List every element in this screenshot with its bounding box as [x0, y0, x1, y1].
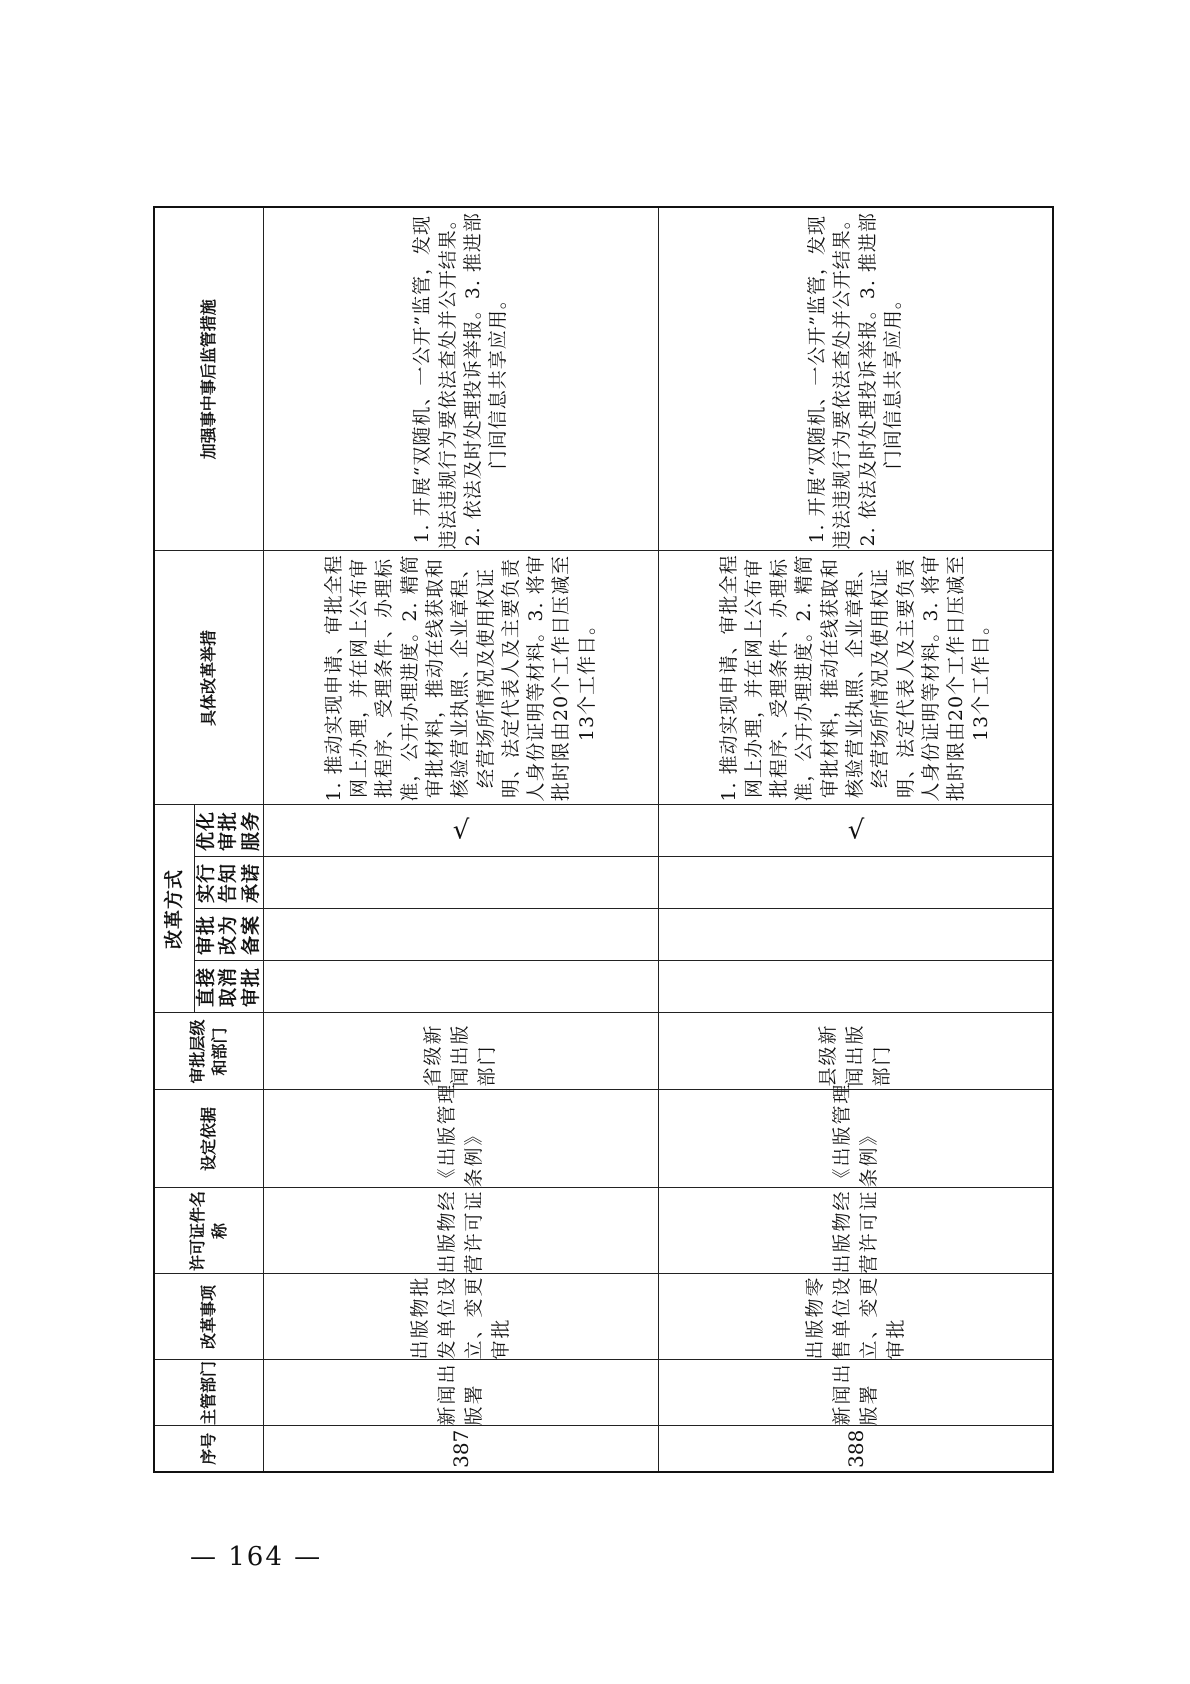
cell-item: 出版物批发单位设立、变更审批 — [408, 1275, 512, 1360]
cell-dept: 新闻出版署 — [830, 1362, 880, 1426]
header-seq: 序号 — [154, 1426, 263, 1472]
cell-level: 县级新闻出版部门 — [817, 1023, 894, 1087]
cell-measures: 1. 推动实现申请、审批全程网上办理，并在网上公布审批程序、受理条件、办理标准，公开办理进度。2. 精简审批材料，推动在线获取和核验营业执照、企业章程、经营场所情况及使用权证明、法定代表人及主要负责人身份证明等材料。3. 将审批时限由20个工作日压减至13个工作日。 — [263, 551, 658, 805]
header-dept: 主管部门 — [154, 1360, 263, 1426]
cell-basis: 《出版管理条例》 — [830, 1082, 880, 1188]
table-row — [658, 207, 1053, 1472]
header-measures: 具体改革举措 — [154, 551, 263, 805]
table-row — [263, 207, 658, 1472]
cell-dept: 新闻出版署 — [435, 1362, 485, 1426]
check-mark: √ — [847, 815, 864, 846]
header-level: 审批层级和部门 — [154, 1013, 263, 1090]
header-mode-cancel: 直接取消审批 — [194, 961, 263, 1013]
cell-license: 出版物经营许可证 — [830, 1189, 880, 1274]
cell-measures: 1. 推动实现申请、审批全程网上办理，并在网上公布审批程序、受理条件、办理标准，公开办理进度。2. 精简审批材料，推动在线获取和核验营业执照、企业章程、经营场所情况及使用权证明、法定代表人及主要负责人身份证明等材料。3. 将审批时限由20个工作日压减至13个工作日。 — [658, 551, 1053, 805]
cell-mode-cancel — [263, 961, 658, 1013]
header-reform-mode: 改革方式 — [154, 805, 194, 1013]
cell-seq: 387 — [263, 1426, 658, 1472]
cell-supervision: 1. 开展“双随机、一公开”监管，发现违法违规行为要依法查处并公开结果。2. 依法及时处理投诉举报。3. 推进部门间信息共享应用。 — [263, 207, 658, 551]
header-mode-notify: 实行告知承诺 — [194, 857, 263, 909]
header-mode-optimize: 优化审批服务 — [194, 805, 263, 857]
cell-license: 出版物经营许可证 — [435, 1189, 485, 1274]
rotated-table-wrapper — [153, 208, 1043, 1473]
cell-mode-notify — [658, 857, 1053, 909]
page-number: — 164 — — [190, 1542, 323, 1572]
cell-seq: 388 — [658, 1426, 1053, 1472]
cell-supervision: 1. 开展“双随机、一公开”监管，发现违法违规行为要依法查处并公开结果。2. 依法及时处理投诉举报。3. 推进部门间信息共享应用。 — [658, 207, 1053, 551]
header-basis: 设定依据 — [154, 1090, 263, 1188]
cell-mode-filing — [658, 909, 1053, 961]
header-supervision: 加强事中事后监管措施 — [154, 207, 263, 551]
cell-mode-notify — [263, 857, 658, 909]
check-mark: √ — [452, 815, 470, 846]
reform-table — [153, 206, 1054, 1473]
header-license: 许可证件名称 — [154, 1188, 263, 1274]
cell-level: 省级新闻出版部门 — [422, 1023, 499, 1087]
cell-item: 出版物零售单位设立、变更审批 — [803, 1275, 907, 1360]
cell-mode-filing — [263, 909, 658, 961]
cell-mode-cancel — [658, 961, 1053, 1013]
header-mode-filing: 审批改为备案 — [194, 909, 263, 961]
header-item: 改革事项 — [154, 1274, 263, 1360]
cell-basis: 《出版管理条例》 — [435, 1082, 485, 1188]
